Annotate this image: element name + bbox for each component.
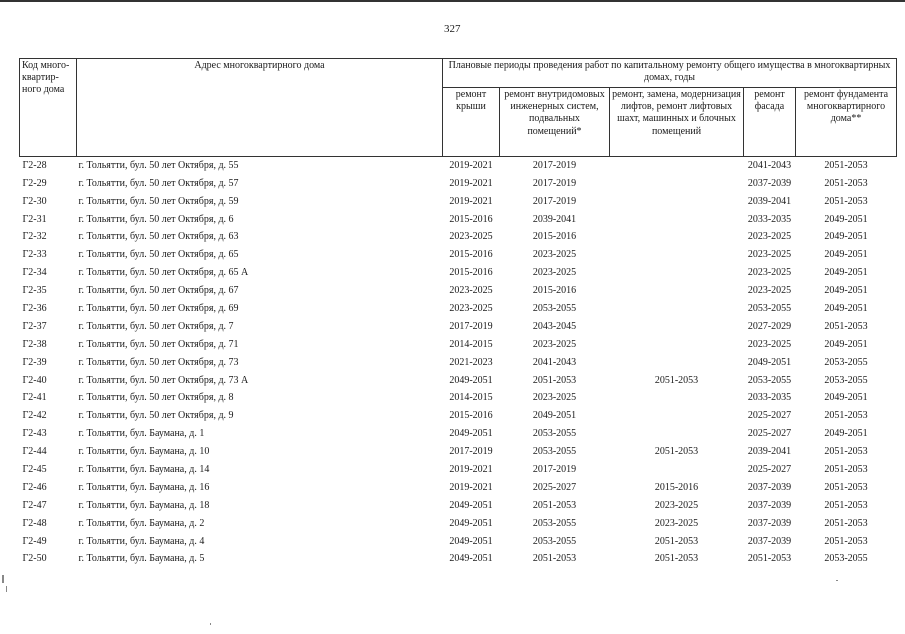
- table-row: [20, 390, 897, 408]
- cell-systems: 2051-2053: [532, 553, 577, 565]
- cell-code: Г2-33: [22, 249, 47, 261]
- cell-roof: 2049-2051: [449, 428, 493, 440]
- cell-address: г. Тольятти, бул. Баумана, д. 4: [78, 535, 205, 547]
- cell-code: Г2-50: [22, 553, 47, 565]
- cell-address: г. Тольятти, бул. 50 лет Октября, д. 59: [78, 195, 239, 207]
- cell-address: г. Тольятти, бул. 50 лет Октября, д. 7: [78, 320, 234, 332]
- cell-facade: 2027-2029: [747, 320, 792, 332]
- cell-foundation: 2049-2051: [824, 267, 868, 279]
- cell-elevators: [610, 390, 744, 408]
- cell-roof: 2014-2015: [449, 392, 493, 404]
- table-row: [20, 533, 897, 551]
- cell-facade: 2025-2027: [747, 463, 792, 475]
- cell-code: Г2-32: [22, 231, 47, 243]
- table-row: [20, 407, 897, 425]
- cell-roof: 2023-2025: [449, 285, 493, 297]
- cell-elevators: [610, 264, 744, 282]
- table-row: [20, 354, 897, 372]
- cell-systems: 2023-2025: [532, 249, 577, 261]
- cell-foundation: 2051-2053: [824, 195, 868, 207]
- cell-facade: 2053-2055: [747, 374, 792, 386]
- cell-elevators: [610, 211, 744, 229]
- cell-systems: 2053-2055: [532, 302, 577, 314]
- cell-code: Г2-39: [22, 356, 47, 368]
- table-row: [20, 551, 897, 569]
- cell-elevators: [610, 461, 744, 479]
- cell-foundation: 2051-2053: [824, 177, 868, 189]
- cell-code: Г2-40: [22, 374, 47, 386]
- cell-roof: 2049-2051: [449, 374, 493, 386]
- cell-facade: 2033-2035: [747, 392, 792, 404]
- cell-facade: 2037-2039: [747, 535, 792, 547]
- cell-elevators: [610, 425, 744, 443]
- cell-foundation: 2049-2051: [824, 213, 868, 225]
- cell-code: Г2-48: [22, 517, 47, 529]
- top-border-line: [0, 0, 905, 2]
- header-facade: ремонт фасада: [744, 88, 796, 157]
- cell-foundation: 2049-2051: [824, 249, 868, 261]
- cell-roof: 2015-2016: [449, 213, 493, 225]
- cell-roof: 2049-2051: [449, 535, 493, 547]
- cell-facade: 2053-2055: [747, 302, 792, 314]
- table-row: [20, 300, 897, 318]
- cell-address: г. Тольятти, бул. 50 лет Октября, д. 6: [78, 213, 234, 225]
- cell-facade: 2039-2041: [747, 446, 792, 458]
- cell-code: Г2-35: [22, 285, 47, 297]
- cell-code: Г2-46: [22, 481, 47, 493]
- table-body: [20, 157, 897, 569]
- table-row: [20, 211, 897, 229]
- table-row: [20, 461, 897, 479]
- cell-foundation: 2049-2051: [824, 392, 868, 404]
- table-row: [20, 264, 897, 282]
- table-row: [20, 246, 897, 264]
- cell-foundation: 2051-2053: [824, 463, 868, 475]
- cell-facade: 2033-2035: [747, 213, 792, 225]
- cell-address: г. Тольятти, бул. Баумана, д. 16: [78, 481, 210, 493]
- table-row: [20, 497, 897, 515]
- cell-address: г. Тольятти, бул. 50 лет Октября, д. 73 А: [78, 374, 249, 386]
- table-row: [20, 336, 897, 354]
- header-periods-group: Плановые периоды проведения работ по капитальному ремонту общего имущества в многоквартирных домах, годы: [443, 59, 897, 88]
- cell-address: г. Тольятти, бул. 50 лет Октября, д. 65: [78, 249, 239, 261]
- cell-foundation: 2051-2053: [824, 517, 868, 529]
- cell-foundation: 2051-2053: [824, 320, 868, 332]
- cell-elevators: [610, 246, 744, 264]
- cell-address: г. Тольятти, бул. 50 лет Октября, д. 71: [78, 338, 239, 350]
- table-row: [20, 515, 897, 533]
- cell-systems: 2017-2019: [532, 177, 577, 189]
- cell-address: г. Тольятти, бул. 50 лет Октября, д. 69: [78, 302, 239, 314]
- cell-facade: 2037-2039: [747, 499, 792, 511]
- cell-systems: 2017-2019: [532, 463, 577, 475]
- cell-systems: 2017-2019: [532, 195, 577, 207]
- cell-roof: 2049-2051: [449, 499, 493, 511]
- cell-systems: 2023-2025: [532, 267, 577, 279]
- cell-facade: 2041-2043: [747, 159, 792, 171]
- cell-elevators: 2051-2053: [654, 374, 699, 386]
- cell-facade: 2023-2025: [747, 231, 792, 243]
- cell-code: Г2-49: [22, 535, 47, 547]
- cell-code: Г2-30: [22, 195, 47, 207]
- cell-systems: 2049-2051: [532, 410, 577, 422]
- cell-systems: 2053-2055: [532, 517, 577, 529]
- cell-code: Г2-38: [22, 338, 47, 350]
- cell-foundation: 2053-2055: [824, 553, 868, 565]
- cell-systems: 2051-2053: [532, 499, 577, 511]
- cell-code: Г2-42: [22, 410, 47, 422]
- table-row: [20, 157, 897, 175]
- cell-systems: 2053-2055: [532, 446, 577, 458]
- table-row: [20, 282, 897, 300]
- table-row: [20, 443, 897, 461]
- cell-address: г. Тольятти, бул. Баумана, д. 1: [78, 428, 205, 440]
- cell-systems: 2041-2043: [532, 356, 577, 368]
- cell-facade: 2025-2027: [747, 410, 792, 422]
- cell-systems: 2025-2027: [532, 481, 577, 493]
- cell-facade: 2037-2039: [747, 177, 792, 189]
- cell-address: г. Тольятти, бул. 50 лет Октября, д. 55: [78, 159, 239, 171]
- cell-code: Г2-28: [22, 159, 47, 171]
- cell-roof: 2019-2021: [449, 463, 493, 475]
- cell-foundation: 2051-2053: [824, 499, 868, 511]
- cell-elevators: [610, 175, 744, 193]
- cell-elevators: [610, 282, 744, 300]
- cell-roof: 2049-2051: [449, 517, 493, 529]
- cell-foundation: 2051-2053: [824, 535, 868, 547]
- cell-foundation: 2049-2051: [824, 428, 868, 440]
- cell-roof: 2019-2021: [449, 177, 493, 189]
- cell-elevators: [610, 407, 744, 425]
- cell-facade: 2037-2039: [747, 481, 792, 493]
- cell-code: Г2-37: [22, 320, 47, 332]
- cell-foundation: 2051-2053: [824, 159, 868, 171]
- cell-foundation: 2051-2053: [824, 481, 868, 493]
- cell-facade: 2049-2051: [747, 356, 792, 368]
- header-address: Адрес многоквартирного дома: [77, 59, 443, 157]
- table-row: [20, 229, 897, 247]
- cell-facade: 2023-2025: [747, 285, 792, 297]
- cell-roof: 2015-2016: [449, 249, 493, 261]
- cell-address: г. Тольятти, бул. 50 лет Октября, д. 57: [78, 177, 239, 189]
- cell-roof: 2019-2021: [449, 481, 493, 493]
- cell-address: г. Тольятти, бул. 50 лет Октября, д. 67: [78, 285, 239, 297]
- cell-code: Г2-34: [22, 267, 47, 279]
- cell-code: Г2-47: [22, 499, 47, 511]
- cell-elevators: [610, 336, 744, 354]
- cell-elevators: [610, 193, 744, 211]
- cell-roof: 2014-2015: [449, 338, 493, 350]
- cell-elevators: [610, 318, 744, 336]
- cell-elevators: 2015-2016: [654, 481, 699, 493]
- cell-foundation: 2049-2051: [824, 231, 868, 243]
- cell-systems: 2039-2041: [532, 213, 577, 225]
- cell-roof: 2049-2051: [449, 553, 493, 565]
- cell-facade: 2037-2039: [747, 517, 792, 529]
- cell-facade: 2039-2041: [747, 195, 792, 207]
- cell-facade: 2023-2025: [747, 267, 792, 279]
- header-code: Код много-квартир-ного дома: [20, 59, 77, 157]
- cell-roof: 2015-2016: [449, 267, 493, 279]
- cell-address: г. Тольятти, бул. 50 лет Октября, д. 8: [78, 392, 234, 404]
- cell-foundation: 2053-2055: [824, 356, 868, 368]
- cell-code: Г2-43: [22, 428, 47, 440]
- cell-code: Г2-29: [22, 177, 47, 189]
- table-row: [20, 318, 897, 336]
- cell-code: Г2-44: [22, 446, 47, 458]
- cell-facade: 2023-2025: [747, 249, 792, 261]
- table-row: [20, 372, 897, 390]
- cell-systems: 2043-2045: [532, 320, 577, 332]
- cell-systems: 2053-2055: [532, 428, 577, 440]
- cell-facade: 2023-2025: [747, 338, 792, 350]
- cell-address: г. Тольятти, бул. Баумана, д. 2: [78, 517, 205, 529]
- cell-roof: 2017-2019: [449, 446, 493, 458]
- cell-systems: 2015-2016: [532, 285, 577, 297]
- table-row: [20, 479, 897, 497]
- cell-elevators: [610, 157, 744, 175]
- cell-elevators: 2023-2025: [654, 499, 699, 511]
- header-systems: ремонт внутридомовых инженерных систем, подвальных помещений*: [500, 88, 610, 157]
- cell-elevators: 2051-2053: [654, 535, 699, 547]
- table-row: [20, 193, 897, 211]
- cell-elevators: 2023-2025: [654, 517, 699, 529]
- cell-roof: 2015-2016: [449, 410, 493, 422]
- cell-systems: 2051-2053: [532, 374, 577, 386]
- cell-elevators: 2051-2053: [654, 446, 699, 458]
- cell-foundation: 2051-2053: [824, 446, 868, 458]
- cell-elevators: [610, 300, 744, 318]
- capital-repair-schedule-table: [19, 58, 897, 568]
- cell-foundation: 2049-2051: [824, 338, 868, 350]
- cell-roof: 2023-2025: [449, 231, 493, 243]
- cell-code: Г2-36: [22, 302, 47, 314]
- cell-address: г. Тольятти, бул. 50 лет Октября, д. 9: [78, 410, 234, 422]
- cell-roof: 2021-2023: [449, 356, 493, 368]
- cell-facade: 2051-2053: [747, 553, 792, 565]
- cell-code: Г2-31: [22, 213, 47, 225]
- cell-address: г. Тольятти, бул. Баумана, д. 18: [78, 499, 210, 511]
- cell-address: г. Тольятти, бул. 50 лет Октября, д. 73: [78, 356, 239, 368]
- cell-systems: 2023-2025: [532, 392, 577, 404]
- cell-roof: 2019-2021: [449, 159, 493, 171]
- cell-elevators: 2051-2053: [654, 553, 699, 565]
- cell-roof: 2023-2025: [449, 302, 493, 314]
- cell-address: г. Тольятти, бул. Баумана, д. 10: [78, 446, 210, 458]
- cell-elevators: [610, 229, 744, 247]
- cell-foundation: 2049-2051: [824, 285, 868, 297]
- cell-code: Г2-41: [22, 392, 47, 404]
- cell-roof: 2019-2021: [449, 195, 493, 207]
- cell-systems: 2053-2055: [532, 535, 577, 547]
- cell-address: г. Тольятти, бул. Баумана, д. 14: [78, 463, 210, 475]
- cell-code: Г2-45: [22, 463, 47, 475]
- cell-address: г. Тольятти, бул. 50 лет Октября, д. 63: [78, 231, 239, 243]
- cell-roof: 2017-2019: [449, 320, 493, 332]
- table-row: [20, 175, 897, 193]
- cell-systems: 2017-2019: [532, 159, 577, 171]
- header-elevators: ремонт, замена, модернизация лифтов, ремонт лифтовых шахт, машинных и блочных помещений: [610, 88, 744, 157]
- cell-systems: 2023-2025: [532, 338, 577, 350]
- cell-foundation: 2053-2055: [824, 374, 868, 386]
- table-row: [20, 425, 897, 443]
- header-foundation: ремонт фундамента многоквартирного дома**: [796, 88, 897, 157]
- cell-address: г. Тольятти, бул. Баумана, д. 5: [78, 553, 205, 565]
- cell-foundation: 2051-2053: [824, 410, 868, 422]
- cell-address: г. Тольятти, бул. 50 лет Октября, д. 65 А: [78, 267, 249, 279]
- cell-systems: 2015-2016: [532, 231, 577, 243]
- cell-facade: 2025-2027: [747, 428, 792, 440]
- cell-elevators: [610, 354, 744, 372]
- header-roof: ремонт крыши: [443, 88, 500, 157]
- cell-foundation: 2049-2051: [824, 302, 868, 314]
- page-number: 327: [444, 23, 461, 35]
